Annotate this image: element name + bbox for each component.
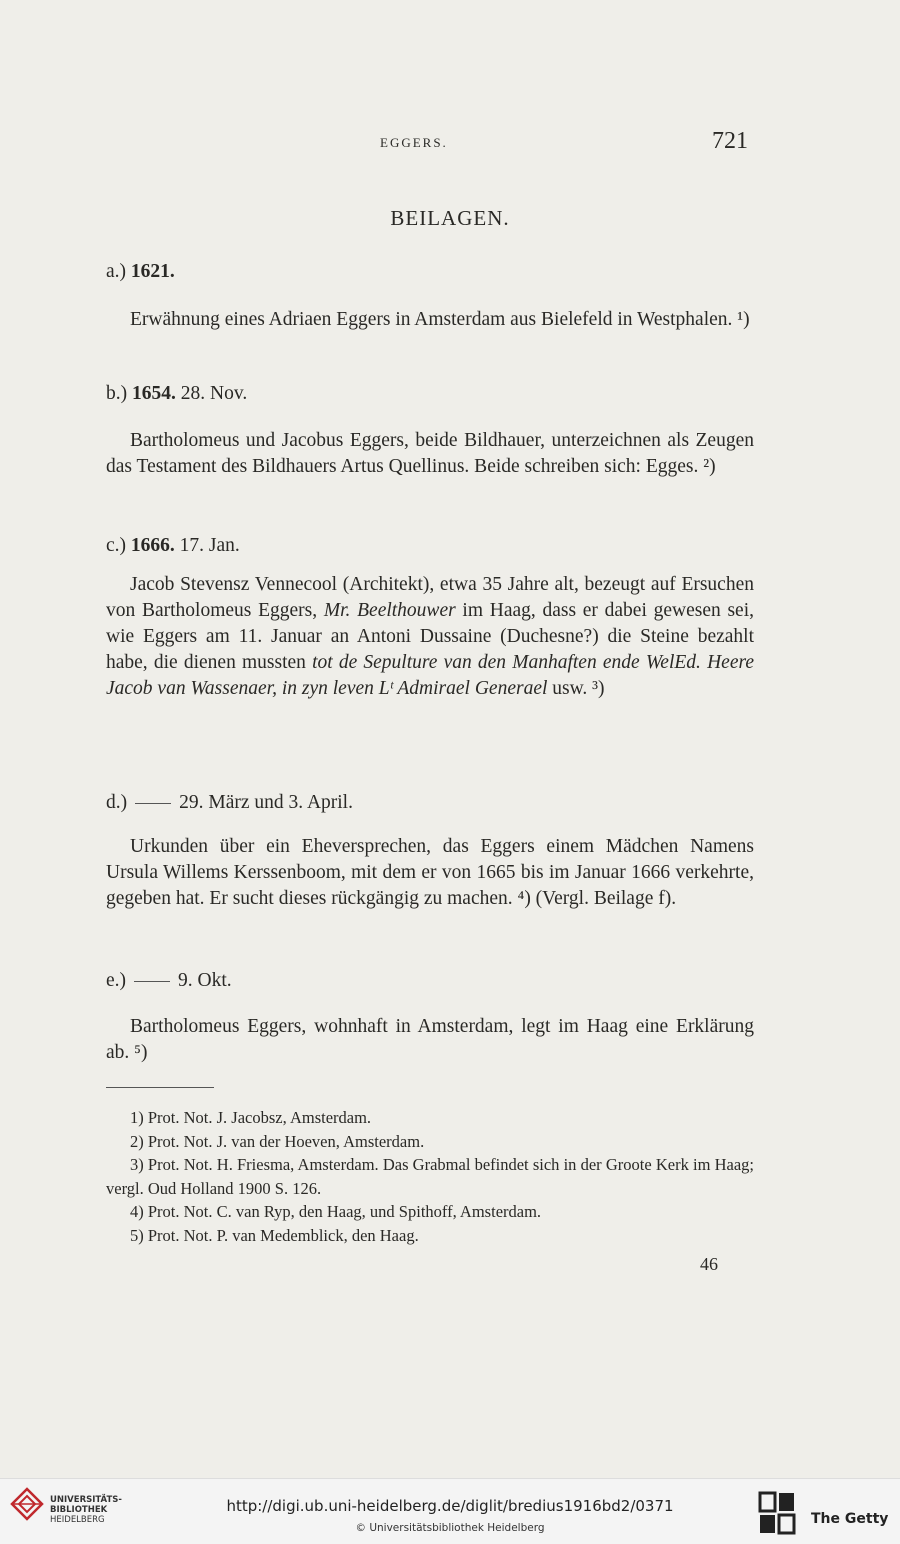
entry-b-header bbox=[106, 383, 754, 405]
paragraph-text: Bartholomeus und Jacobus Eggers, beide Bildhauer, unterzeichnen als Zeugen das Testament des Bildhauers Artus Quellinus. Beide schreiben sich: Egges. ²) bbox=[106, 430, 754, 477]
footnote-2: 2) Prot. Not. J. van der Hoeven, Amsterdam. bbox=[130, 1131, 425, 1151]
entry-a-header bbox=[106, 261, 754, 283]
library-name-line: BIBLIOTHEK bbox=[50, 1505, 108, 1515]
paragraph-text: Bartholomeus Eggers, wohnhaft in Amsterdam, legt im Haag eine Erklärung ab. ⁵) bbox=[106, 1016, 754, 1063]
footnote-5: 5) Prot. Not. P. van Medemblick, den Haag. bbox=[130, 1225, 419, 1245]
entry-label: e.) bbox=[106, 970, 127, 991]
entry-year: 1654. bbox=[132, 383, 176, 404]
paragraph-italic: tot de Sepulture van den Manhaften ende WelEd. Heere Jacob van Wassenaer, in zyn leven Lᵗ Admirael Generael bbox=[106, 652, 754, 699]
ditto-dash bbox=[134, 981, 170, 982]
getty-logo-icon bbox=[758, 1491, 796, 1535]
entry-e-header bbox=[106, 970, 754, 992]
permalink-url[interactable]: http://digi.ub.uni-heidelberg.de/diglit/bredius1916bd2/0371 bbox=[226, 1497, 674, 1515]
entry-label: d.) bbox=[106, 792, 128, 813]
entry-c-header bbox=[106, 535, 754, 557]
running-header bbox=[0, 128, 900, 158]
entry-b-text bbox=[106, 428, 754, 480]
entry-label: b.) bbox=[106, 383, 128, 404]
entry-e-text bbox=[106, 1014, 754, 1066]
entry-label: c.) bbox=[106, 535, 127, 556]
entry-date: 17. Jan. bbox=[179, 535, 240, 556]
entry-year: 1666. bbox=[130, 535, 175, 556]
entry-d-text bbox=[106, 834, 754, 912]
paragraph-text: Jacob Stevensz Vennecool (Architekt), etwa 35 Jahre alt, bezeugt auf Ersuchen von Bartholomeus Eggers, bbox=[106, 574, 754, 621]
paragraph-text: Erwähnung eines Adriaen Eggers in Amsterdam aus Bielefeld in Westphalen. ¹) bbox=[130, 309, 750, 330]
entry-a-text bbox=[106, 307, 754, 333]
entry-date: 9. Okt. bbox=[178, 970, 232, 991]
library-name-line: UNIVERSITÄTS- bbox=[50, 1495, 122, 1505]
viewer-footer bbox=[0, 1478, 900, 1544]
footnotes bbox=[106, 1106, 754, 1247]
page-number: 721 bbox=[712, 128, 748, 154]
entry-d-header bbox=[106, 792, 754, 814]
entry-date: 29. März und 3. April. bbox=[179, 792, 353, 813]
ditto-dash bbox=[135, 803, 171, 804]
copyright-notice: © Universitätsbibliothek Heidelberg bbox=[355, 1522, 545, 1534]
entry-year: 1621. bbox=[130, 261, 175, 282]
paragraph-text: usw. ³) bbox=[552, 678, 605, 699]
entry-date: 28. Nov. bbox=[180, 383, 248, 404]
running-title: EGGERS. bbox=[380, 135, 448, 150]
footnote-rule bbox=[106, 1087, 214, 1088]
paragraph-text: im Haag, dass er dabei gewesen sei, wie Eggers am 11. Januar an Antoni Dussaine (Duchesne?) die Steine bezahlt habe, die dienen mussten bbox=[106, 600, 755, 673]
footnote-1: 1) Prot. Not. J. Jacobsz, Amsterdam. bbox=[130, 1108, 372, 1127]
footnote-4: 4) Prot. Not. C. van Ryp, den Haag, und Spithoff, Amsterdam. bbox=[130, 1202, 542, 1221]
entry-c-text bbox=[106, 572, 754, 702]
library-name-line: HEIDELBERG bbox=[50, 1515, 105, 1525]
paragraph-italic: Mr. Beelthouwer bbox=[323, 600, 456, 621]
entry-label: a.) bbox=[106, 261, 127, 282]
section-heading: BEILAGEN. bbox=[390, 206, 510, 230]
footnote-3: 3) Prot. Not. H. Friesma, Amsterdam. Das Grabmal befindet sich in der Groote Kerk im Haag; vergl. Oud Holland 1900 S. 126. bbox=[106, 1155, 754, 1198]
partner-name: The Getty bbox=[811, 1511, 889, 1527]
signature-mark: 46 bbox=[700, 1254, 718, 1274]
paragraph-text: Urkunden über ein Eheversprechen, das Eggers einem Mädchen Namens Ursula Willems Kerssenboom, mit dem er von 1665 bis im Januar 1666 verkehrte, gegeben hat. Er sucht dieses rückgängig zu machen. ⁴) (Vergl. Beilage f). bbox=[106, 836, 754, 909]
